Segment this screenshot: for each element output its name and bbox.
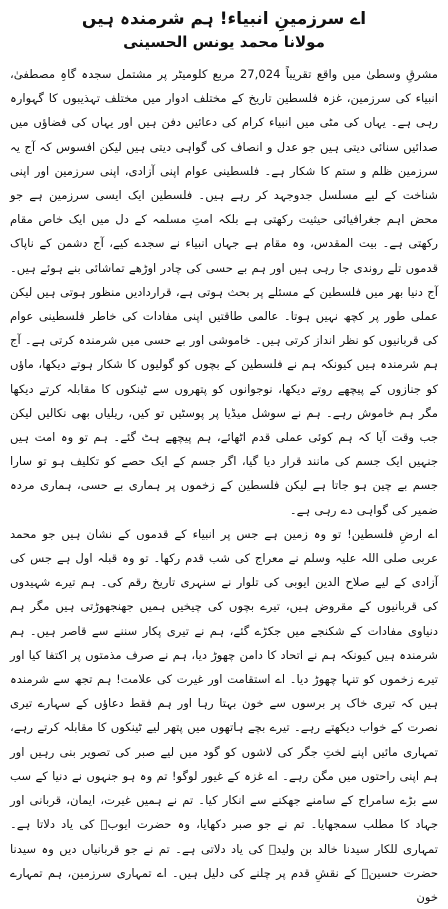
article-paragraph: اے ارضِ فلسطین! تو وہ زمین ہے جس پر انبیاء کے قدموں کے نشان ہیں جو محمد عربی صلی اللہ علیہ وسلم نے معراج کی شب قدم رکھا۔ تو وہ قبلہ اول ہے جس کی آزادی کے لیے صلاح الدین ایوبی کی تلوار نے سنہری تاریخ رقم کی۔ ہم تیرے شہیدوں کی قربانیوں کے مقروض ہیں، تیرے بچوں کی چیخیں ہمیں جھنجھوڑتی ہیں مگر ہم دنیاوی مفادات کے شکنجے میں جکڑے گئے، ہم نے تیری پکار سننے سے قاصر ہیں۔ ہم شرمندہ ہیں کیونکہ ہم نے اتحاد کا دامن چھوڑ دیا، ہم نے صرف مذمتوں پر اکتفا کیا اور تیرے زخموں کو تنہا چھوڑ دیا۔ اے استقامت اور غیرت کی علامت! ہم تجھ سے شرمندہ ہیں کہ تیری خاک پر برسوں سے خون بہتا رہا اور ہم فقط دعاؤں کے سہارے تیری نصرت کے خواب دیکھتے رہے۔ تیرے بچے ہاتھوں میں پتھر لیے ٹینکوں کا مقابلہ کرتے رہے، تمہاری مائیں اپنے لختِ جگر کی لاشوں کو گود میں لیے صبر کی تصویر بنی رہیں اور ہم اپنی راحتوں میں مگن رہے۔ اے غزہ کے غیور لوگو! تم وہ ہو جنہوں نے دنیا کے سب سے بڑے سامراج کے سامنے جھکنے سے انکار کیا۔ تم نے ہمیں غیرت، ایمان، قربانی اور جہاد کا مطلب سمجھایا۔ تم نے جو صبر دکھایا، وہ حضرت ایوبؑ کی یاد دلاتا ہے۔ تمہاری للکار سیدنا خالد بن ولیدؓ کی یاد دلاتی ہے۔ تم نے جو قربانیاں دیں وہ سیدنا حضرت حسینؓ کے نقشِ قدم پر چلنے کی دلیل ہیں۔ اے تمہاری سرزمین، ہم تمہارے خون bbox=[10, 526, 438, 904]
article-author: مولانا محمد یونس الحسینی bbox=[123, 33, 325, 51]
article-body bbox=[10, 62, 438, 909]
article-paragraph: مشرقِ وسطیٰ میں واقع تقریباً 27,024 مربع کلومیٹر پر مشتمل سجدہ گاہِ مصطفیٰ، انبیاء کی سرزمین، غزہ فلسطین تاریخ کے مختلف ادوار میں مختلف تہذیبوں کا گہوارہ رہی ہے۔ یہاں کی مٹی میں انبیاء کرام کی دعائیں دفن ہیں اور یہاں کی فضاؤں میں صدائیں سنائی دیتی ہیں جو عدل و انصاف کی گواہی دیتی ہیں لیکن افسوس کہ آج یہ سرزمین ظلم و ستم کا شکار ہے۔ فلسطینی عوام اپنی آزادی، اپنی سرزمین اور اپنی شناخت کے لیے مسلسل جدوجہد کر رہے ہیں۔ فلسطین ایک ایسی سرزمین ہے جو محض اہم جغرافیائی حیثیت رکھتی ہے بلکہ امتِ مسلمہ کے دل میں ایک خاص مقام رکھتی ہے۔ بیت المقدس، وہ مقام ہے جہاں انبیاء نے سجدے کیے، آج دشمن کے ناپاک قدموں تلے روندی جا رہی ہیں اور ہم بے حسی کی چادر اوڑھے تماشائی بنے ہوئے ہیں۔ آج دنیا بھر میں فلسطین کے مسئلے پر بحث ہوتی ہے، قراردادیں منظور ہوتی ہیں لیکن عملی طور پر کچھ نہیں ہوتا۔ عالمی طاقتیں اپنی مفادات کی خاطر فلسطینی عوام کی قربانیوں کو نظر انداز کرتی ہیں۔ خاموشی اور بے حسی میں شرمندہ کرتی ہے۔ آج ہم شرمندہ ہیں کیونکہ ہم نے فلسطین کے بچوں کو گولیوں کا شکار ہوتے دیکھا، ماؤں کو جنازوں کے پیچھے روتے دیکھا، نوجوانوں کو پتھروں سے ٹینکوں کا مقابلہ کرتے دیکھا مگر ہم خاموش رہے۔ ہم نے سوشل میڈیا پر پوسٹیں تو کیں، ریلیاں بھی نکالیں لیکن جب وقت آیا کہ ہم کوئی عملی قدم اٹھائے، ہم پیچھے ہٹ گئے۔ ہم تو وہ امت ہیں جنہیں ایک جسم کی مانند قرار دیا گیا، اگر جسم کے ایک حصے کو تکلیف ہو تو سارا جسم بے چین ہو جاتا ہے لیکن فلسطین کے زخموں پر ہماری بے حسی، ہماری مردہ ضمیر کی گواہی دے رہی ہے۔ bbox=[10, 67, 438, 517]
article-title: اے سرزمینِ انبیاء! ہم شرمندہ ہیں bbox=[81, 9, 367, 29]
